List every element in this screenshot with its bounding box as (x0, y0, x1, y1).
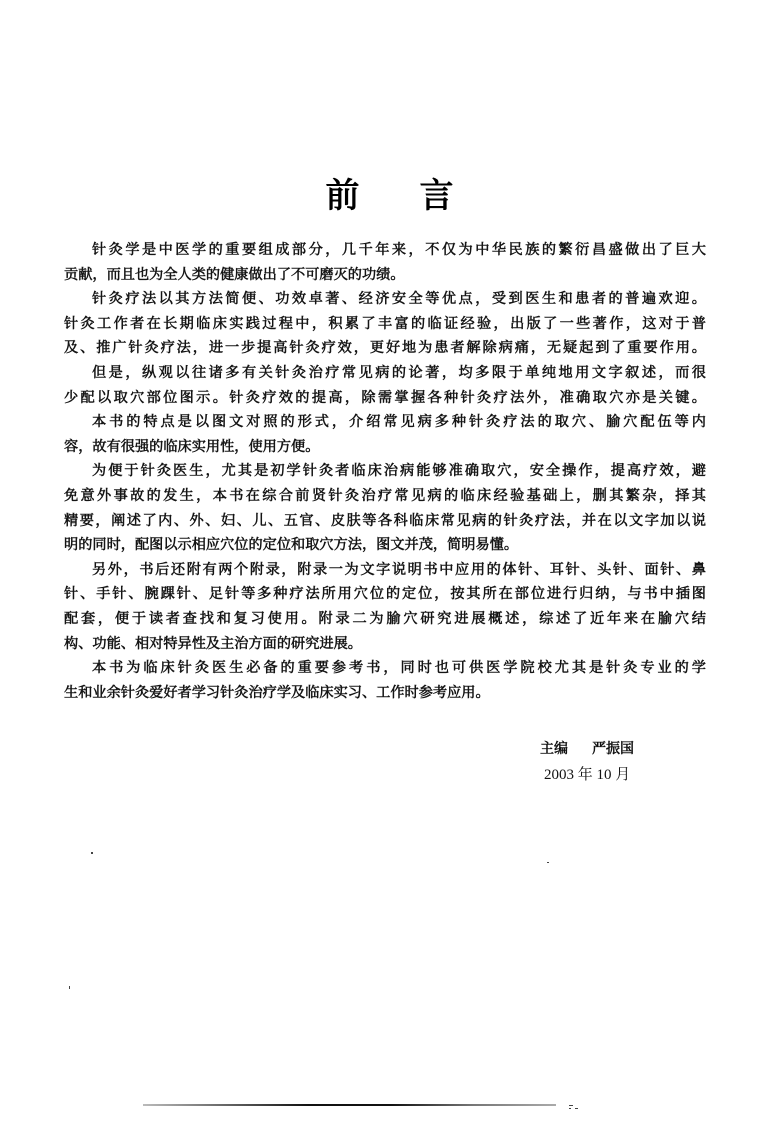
paragraph-7-line-2: 生和业余针灸爱好者学习针灸治疗学及临床实习、工作时参考应用。 (64, 684, 490, 701)
scan-speck (569, 1105, 573, 1106)
paragraph-1-line-1: 针灸学是中医学的重要组成部分，几千年来，不仅为中华民族的繁衍昌盛做出了巨大 (92, 242, 706, 258)
paragraph-2-line-2: 针灸工作者在长期临床实践过程中，积累了丰富的临证经验，出版了一些著作，这对于普 (64, 315, 706, 332)
paragraph-5-line-4: 明的同时，配图以示相应穴位的定位和取穴方法，图文并茂，简明易懂。 (64, 537, 519, 554)
paragraph-4-line-1: 本书的特点是以图文对照的形式，介绍常见病多种针灸疗法的取穴、腧穴配伍等内 (92, 414, 706, 431)
paragraph-6-line-1: 另外，书后还附有两个附录，附录一为文字说明书中应用的体针、耳针、头针、面针、鼻 (92, 561, 706, 578)
paragraph-6-line-3: 配套，便于读者查找和复习使用。附录二为腧穴研究进展概述，综述了近年来在腧穴结 (64, 610, 706, 627)
paragraph-4-line-2: 容，故有很强的临床实用性，使用方便。 (64, 438, 320, 455)
paragraph-6-line-2: 针、手针、腕踝针、足针等多种疗法所用穴位的定位，按其所在部位进行归纳，与书中插图 (64, 586, 706, 603)
paragraph-2-line-1: 针灸疗法以其方法简便、功效卓著、经济安全等优点，受到医生和患者的普遍欢迎。 (92, 291, 706, 308)
paragraph-3-line-2: 少配以取穴部位图示。针灸疗效的提高，除需掌握各种针灸疗法外，准确取穴亦是关键。 (64, 389, 706, 406)
scan-speck (91, 852, 93, 854)
editor-name: 严振国 (592, 741, 634, 757)
page-bottom-rule (143, 1104, 556, 1106)
scan-speck (69, 986, 70, 989)
editor-role: 主编 (540, 741, 568, 757)
scan-speck (575, 1108, 578, 1109)
scan-speck (547, 862, 549, 863)
paragraph-6-line-4: 构、功能、相对特异性及主治方面的研究进展。 (64, 635, 362, 652)
paragraph-1-line-2: 贡献，而且也为全人类的健康做出了不可磨灭的功绩。 (64, 266, 405, 283)
editor-signature (540, 738, 634, 758)
title-char-2: 言 (419, 176, 454, 216)
paragraph-5-line-3: 精要，阐述了内、外、妇、儿、五官、皮肤等各科临床常见病的针灸疗法，并在以文字加以说 (64, 512, 706, 529)
preface-date: 2003 年 10 月 (544, 767, 631, 783)
paragraph-5-line-1: 为便于针灸医生，尤其是初学针灸者临床治病能够准确取穴，安全操作，提高疗效，避 (92, 463, 706, 480)
scan-speck (569, 1108, 571, 1109)
paragraph-3-line-1: 但是，纵观以往诸多有关针灸治疗常见病的论著，均多限于单纯地用文字叙述，而很 (92, 364, 706, 381)
paragraph-2-line-3: 及、推广针灸疗法，进一步提高针灸疗效，更好地为患者解除病痛，无疑起到了重要作用。 (64, 340, 706, 357)
paragraph-5-line-2: 免意外事故的发生，本书在综合前贤针灸治疗常见病的临床经验基础上，删其繁杂，择其 (64, 487, 706, 504)
title-char-1: 前 (325, 176, 360, 216)
paragraph-7-line-1: 本书为临床针灸医生必备的重要参考书，同时也可供医学院校尤其是针灸专业的学 (92, 660, 706, 677)
preface-body (64, 238, 706, 705)
page-title (0, 168, 779, 217)
